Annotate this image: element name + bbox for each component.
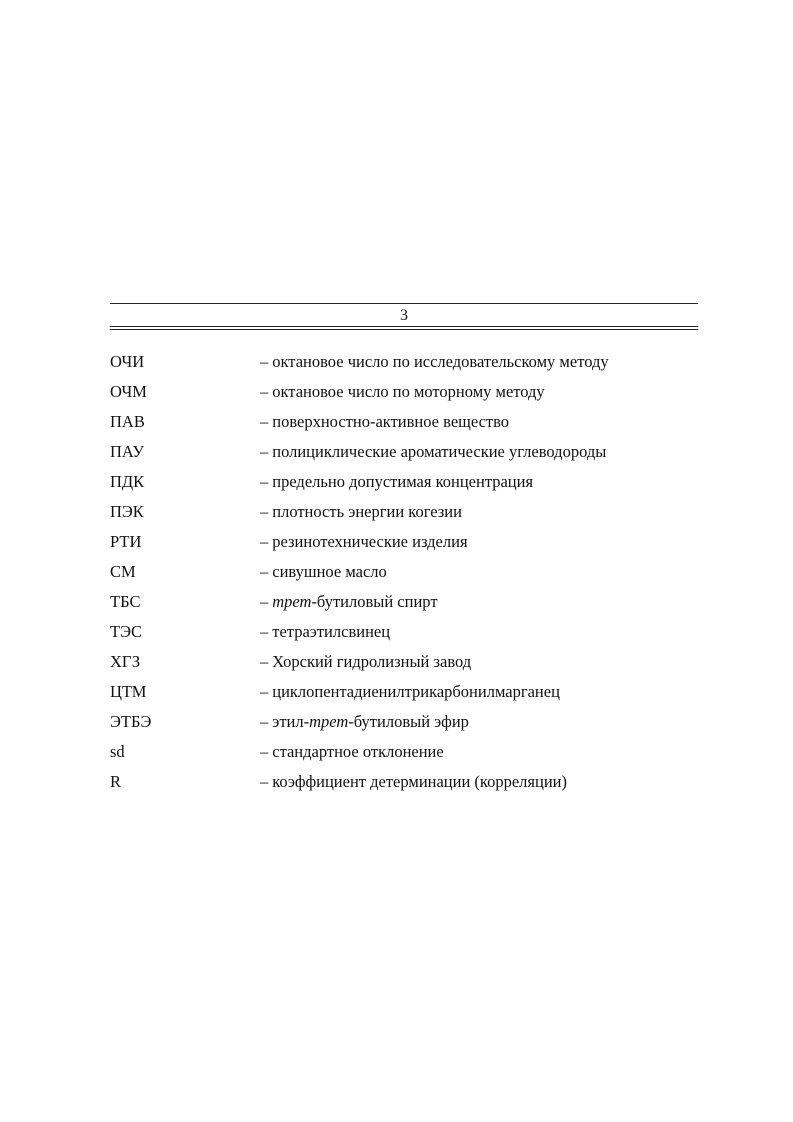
dash: – [260,592,269,611]
abbreviation-definition [260,682,698,702]
abbreviation-term: sd [110,742,125,761]
abbreviation-definition [260,652,698,672]
abbreviation-definition [260,742,698,762]
abbreviation-definition [260,472,698,492]
dash: – [260,442,269,461]
abbreviation-row [110,557,698,587]
definition-text: полициклические ароматические углеводороды [272,442,607,461]
dash: – [260,412,269,431]
abbreviation-term: ЦТМ [110,682,147,701]
abbreviation-definition [260,442,698,462]
abbreviation-row [110,737,698,767]
dash: – [260,772,269,791]
dash: – [260,742,269,761]
abbreviation-definition [260,352,698,372]
abbreviation-term: ПДК [110,472,145,491]
abbreviation-row [110,647,698,677]
definition-text: октановое число по моторному методу [272,382,545,401]
abbreviation-row [110,407,698,437]
definition-text: -бутиловый эфир [348,712,469,731]
abbreviation-row [110,437,698,467]
abbreviation-definition [260,622,698,642]
header-double-rule-upper [110,326,698,327]
definition-italic-prefix: трет [272,592,312,611]
dash: – [260,622,269,641]
abbreviation-term: ОЧИ [110,352,145,371]
abbreviation-definition [260,592,698,612]
abbreviation-definition [260,532,698,552]
abbreviation-term: ПАВ [110,412,145,431]
definition-text: Хорский гидролизный завод [272,652,472,671]
definition-text: сивушное масло [272,562,387,581]
abbreviation-term: ТБС [110,592,141,611]
abbreviation-term: РТИ [110,532,142,551]
definition-text: коэффициент детерминации (корреляции) [272,772,567,791]
definition-text: предельно допустимая концентрация [272,472,534,491]
abbreviation-row [110,347,698,377]
abbreviation-row [110,677,698,707]
abbreviation-definition [260,712,698,732]
header-double-rule-lower [110,329,698,330]
dash: – [260,712,269,731]
abbreviation-term: ПЭК [110,502,144,521]
abbreviation-term: ЭТБЭ [110,712,152,731]
page-header [110,303,698,333]
abbreviation-row [110,497,698,527]
abbreviation-definition [260,772,698,792]
dash: – [260,382,269,401]
abbreviation-definition [260,562,698,582]
abbreviation-row [110,587,698,617]
dash: – [260,532,269,551]
dash: – [260,682,269,701]
abbreviation-row [110,707,698,737]
dash: – [260,352,269,371]
abbreviation-row [110,767,698,797]
abbreviation-term: R [110,772,122,791]
dash: – [260,562,269,581]
header-top-rule [110,303,698,304]
abbreviation-row [110,527,698,557]
definition-text: октановое число по исследовательскому методу [272,352,609,371]
definition-text: резинотехнические изделия [272,532,468,551]
abbreviation-row [110,467,698,497]
abbreviation-definition [260,412,698,432]
definition-text: тетраэтилсвинец [272,622,391,641]
abbreviation-term: ТЭС [110,622,142,641]
abbreviation-term: ПАУ [110,442,145,461]
abbreviation-row [110,617,698,647]
dash: – [260,502,269,521]
abbreviation-definition [260,502,698,522]
page-number: 3 [400,307,408,324]
definition-text: поверхностно-активное вещество [272,412,510,431]
definition-text: плотность энергии когезии [272,502,462,521]
definition-text: стандартное отклонение [272,742,444,761]
abbreviation-list [110,347,698,797]
definition-text-pre: этил- [272,712,310,731]
dash: – [260,652,269,671]
abbreviation-row [110,377,698,407]
abbreviation-term: ХГЗ [110,652,141,671]
abbreviation-term: ОЧМ [110,382,147,401]
definition-text: -бутиловый спирт [311,592,438,611]
dash: – [260,472,269,491]
definition-italic-infix: трет [309,712,349,731]
abbreviation-definition [260,382,698,402]
definition-text: циклопентадиенилтрикарбонилмарганец [272,682,560,701]
abbreviation-term: СМ [110,562,136,581]
